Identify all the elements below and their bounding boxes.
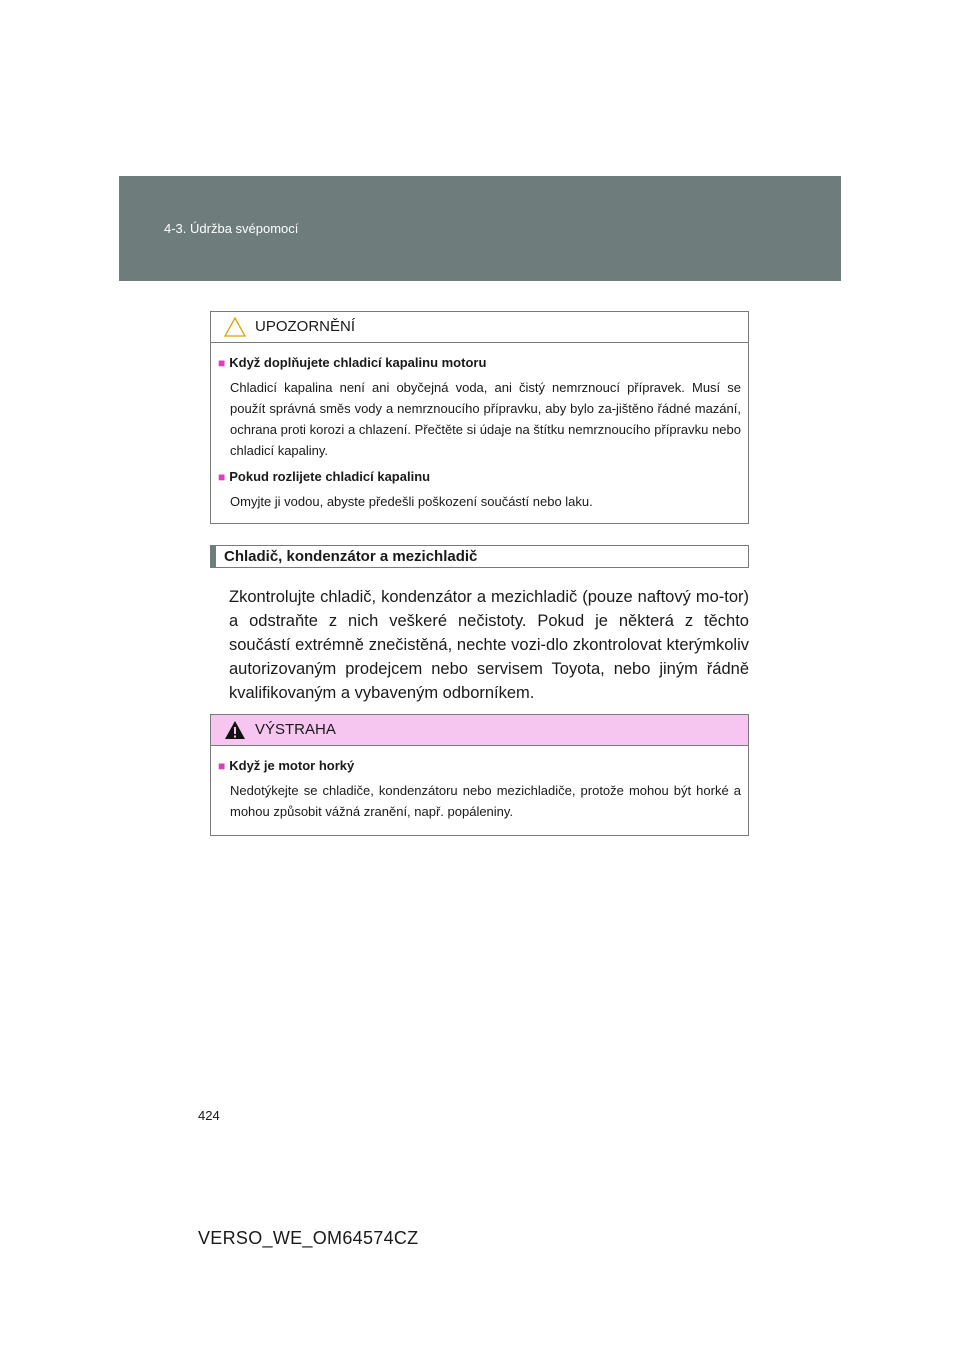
warning-triangle-icon — [224, 720, 246, 740]
caution-item-text: Omyjte ji vodou, abyste předešli poškození součástí nebo laku. — [230, 494, 593, 509]
page-header — [119, 176, 841, 281]
warning-box — [210, 714, 749, 836]
bullet-square-icon: ■ — [218, 759, 226, 773]
warning-title-bar — [211, 715, 748, 746]
bullet-square-icon: ■ — [218, 470, 226, 484]
warning-item-text: Nedotýkejte se chladiče, kondenzátoru nebo mezichladiče, protože mohou být horké a mohou způsobit vážná zranění, např. popáleniny. — [230, 783, 741, 819]
section-title: Chladič, kondenzátor a mezichladič — [210, 545, 749, 568]
caution-title: UPOZORNĚNÍ — [255, 318, 356, 335]
caution-box — [210, 311, 749, 524]
footer-code: VERSO_WE_OM64574CZ — [198, 1228, 419, 1248]
caution-item-text: Chladicí kapalina není ani obyčejná voda, ani čistý nemrznoucí přípravek. Musí se použít správná směs vody a nemrznoucího přípravku, aby bylo za-jištěno řádné mazání, ochrana proti korozi a chlazení. Přečtěte si údaje na štítku nemrznoucího přípravku nebo chladicí kapaliny. — [230, 380, 741, 458]
warning-title: VÝSTRAHA — [255, 721, 336, 738]
caution-triangle-icon — [224, 317, 246, 337]
bullet-square-icon: ■ — [218, 356, 226, 370]
page-number: 424 — [198, 1108, 220, 1123]
warning-item-heading: ■ Když je motor horký — [218, 758, 355, 773]
caution-title-bar — [211, 312, 748, 343]
section-breadcrumb: 4-3. Údržba svépomocí — [164, 221, 299, 236]
section-paragraph: Zkontrolujte chladič, kondenzátor a mezichladič (pouze naftový mo-tor) a odstraňte z nich veškeré nečistoty. Pokud je některá z těchto součástí extrémně znečistěná, nechte vozi-dlo zkontrolovat kterýmkoliv autorizovaným prodejcem nebo servisem Toyota, nebo jiným řádně kvalifikovaným a vybaveným odborníkem. — [229, 588, 749, 702]
caution-item-heading: ■ Když doplňujete chladicí kapalinu motoru — [218, 355, 487, 370]
caution-item-heading: ■ Pokud rozlijete chladicí kapalinu — [218, 469, 431, 484]
